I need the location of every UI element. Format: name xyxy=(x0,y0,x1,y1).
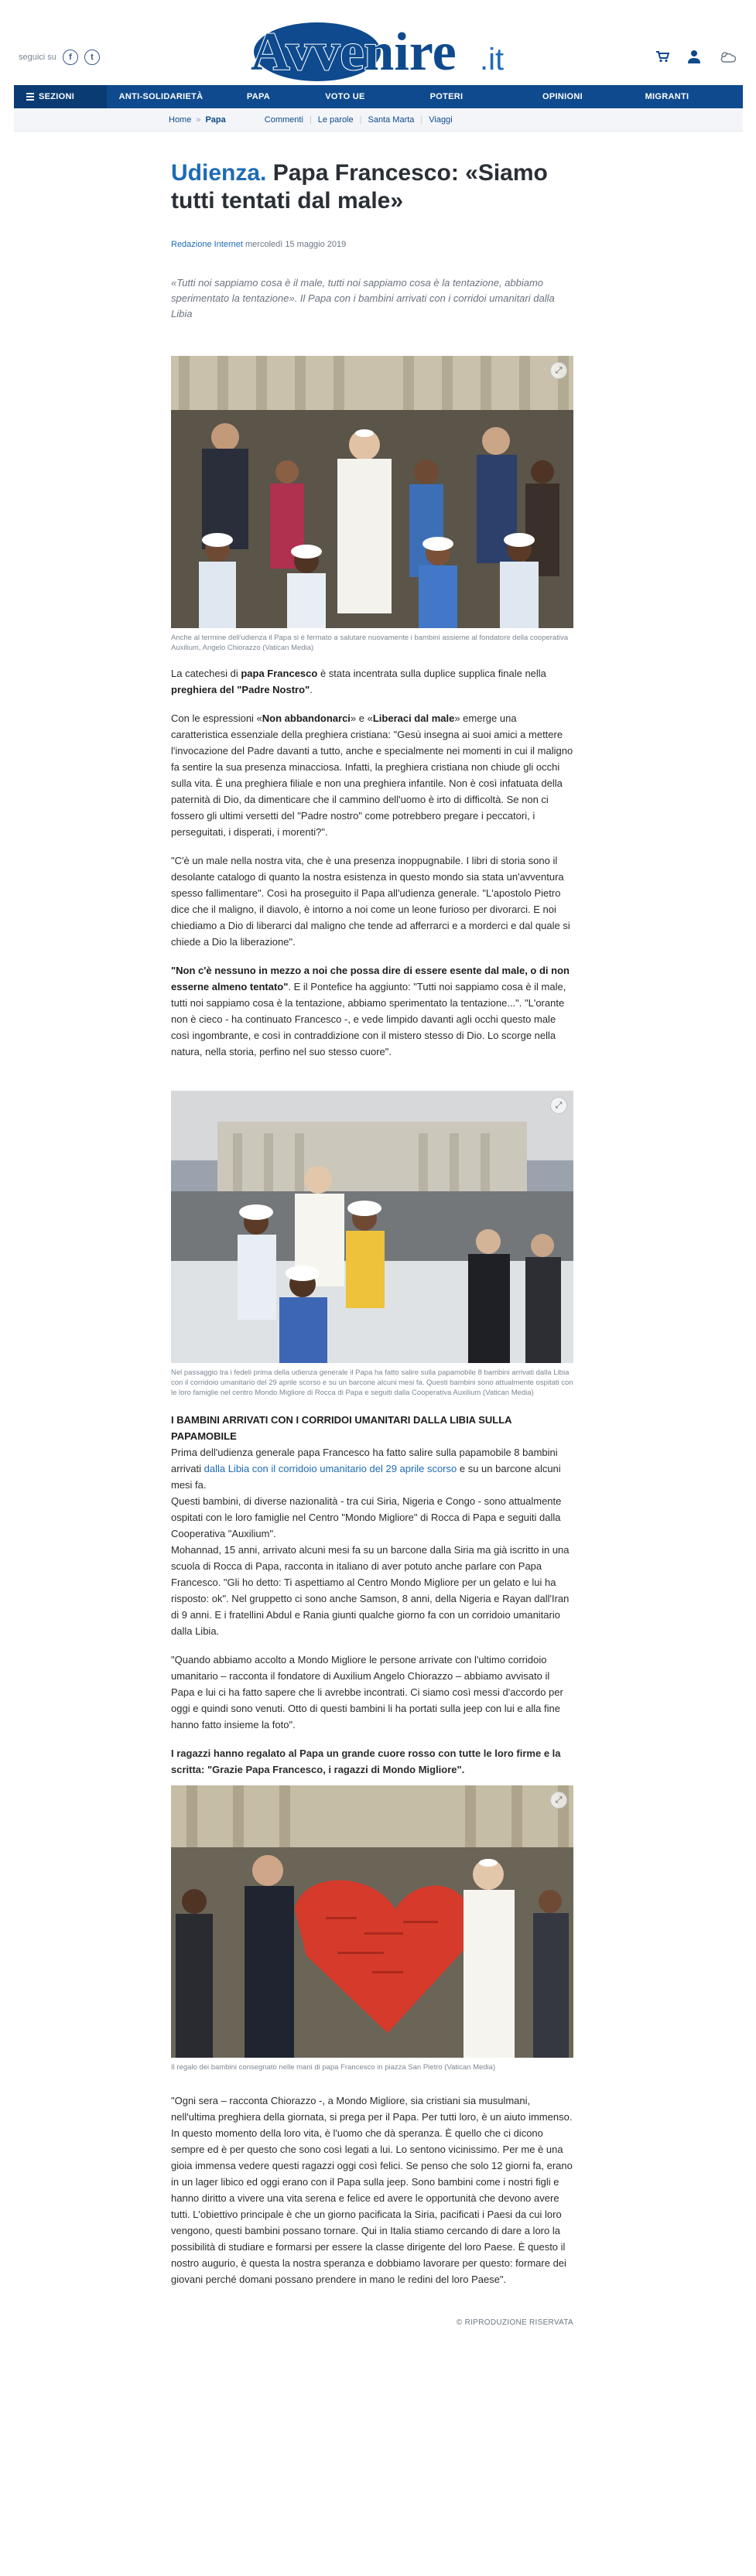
menu-icon xyxy=(26,91,34,102)
zoom-icon[interactable]: ⤢ xyxy=(550,1097,567,1114)
sections-label: SEZIONI xyxy=(39,92,75,101)
page-title xyxy=(171,159,573,215)
logo-wordmark: Avvenire xyxy=(251,22,457,82)
title-text: Papa Francesco: «Siamo tutti tentati dal male» xyxy=(171,160,548,214)
site-header xyxy=(0,0,756,85)
sections-menu-button[interactable] xyxy=(14,85,107,108)
facebook-icon[interactable]: f xyxy=(63,50,78,65)
zoom-icon[interactable]: ⤢ xyxy=(550,1792,567,1809)
article-photo-1[interactable] xyxy=(171,356,573,628)
breadcrumb-separator: » xyxy=(196,114,201,125)
subnav-link-viaggi[interactable]: Viaggi xyxy=(429,114,453,125)
author-link[interactable]: Redazione Internet xyxy=(171,240,243,249)
photo-popemobile-children xyxy=(171,1091,573,1363)
social-follow xyxy=(19,50,100,65)
article-photo-3[interactable] xyxy=(171,1785,573,2058)
photo-caption-1: Anche al termine dell'udienza il Papa si è fermato a salutare nuovamente i bambini assieme al fondatore della cooperativa Auxilium, Angelo Chiorazzo (Vatican Media) xyxy=(171,634,568,652)
main-nav xyxy=(14,85,743,108)
site-logo[interactable] xyxy=(240,9,534,83)
photo-red-heart-gift xyxy=(171,1785,573,2058)
photo-pope-with-children xyxy=(171,356,573,628)
corridoio-link[interactable]: dalla Libia con il corridoio umanitario del 29 aprile scorso xyxy=(204,1463,457,1474)
paragraph-3: "C'è un male nella nostra vita, che è una presenza inoppugnabile. I libri di storia sono il desolante catalogo di quanto la nostra esistenza in questo mondo sia stata un'avventura spesso fallimentare". Così ha proseguito il Papa all'udienza generale. "L'apostolo Pietro dice che il maligno, il diavolo, è intorno a noi come un leone furioso per divorarci. E noi chiediamo a Dio di liberarci dal maligno che tende ad afferrarci e a morderci e dal quale si chiede a Dio la liberazione". xyxy=(171,855,570,948)
nav-item-poteri[interactable]: POTERI xyxy=(429,92,464,101)
publish-date: mercoledì 15 maggio 2019 xyxy=(245,240,347,249)
logo-suffix: .it xyxy=(480,43,505,77)
title-kicker: Udienza. xyxy=(171,160,267,186)
subnav-link-commenti[interactable]: Commenti xyxy=(264,114,303,125)
zoom-icon[interactable]: ⤢ xyxy=(550,362,567,379)
article-summary: «Tutti noi sappiamo cosa è il male, tutti noi sappiamo cosa è la tentazione, abbiamo sperimentato la tentazione». Il Papa con i bambini arrivati con i corridoi umanitari dalla Libia xyxy=(171,277,555,319)
nav-item-voto-ue[interactable]: VOTO UE xyxy=(325,92,365,101)
weather-icon[interactable] xyxy=(719,50,736,63)
paragraph-9: I ragazzi hanno regalato al Papa un grande cuore rosso con tutte le loro firme e la scritta: "Grazie Papa Francesco, i ragazzi di Mondo Migliore". xyxy=(171,1748,561,1775)
breadcrumb-home[interactable]: Home xyxy=(169,114,192,125)
paragraph-2: Con le espressioni «Non abbandonarci» e «Liberaci dal male» emerge una caratteristica essenziale della preghiera cristiana: "Gesù insegna ai suoi amici a mettere l'invocazione del Padre davanti a tutto, anche e specialmente nei momenti in cui il maligno fa sentire la sua presenza minacciosa. Infatti, la preghiera cristiana non chiude gli occhi sulla vita. È una preghiera filiale e non una preghiera infantile. Non è così infatuata della paternità di Dio, da dimenticare che il cammino dell'uomo è irto di difficoltà. Se non ci fossero gli ultimi versetti del "Padre nostro" come potrebbero pregare i peccatori, i perseguitati, i disperati, i morenti?". xyxy=(171,712,573,838)
cart-icon[interactable] xyxy=(655,50,669,63)
section-heading: I BAMBINI ARRIVATI CON I CORRIDOI UMANITARI DALLA LIBIA SULLA PAPAMOBILE xyxy=(171,1414,512,1442)
paragraph-1: La catechesi di papa Francesco è stata incentrata sulla duplice supplica finale nella preghiera del "Padre Nostro". xyxy=(171,668,546,695)
follow-label: seguici su xyxy=(19,53,56,62)
paragraph-6: Questi bambini, di diverse nazionalità - tra cui Siria, Nigeria e Congo - sono attualmente ospitati con le loro famiglie nel Centro "Mondo Migliore" di Rocca di Papa e seguiti dalla Cooperativa "Auxilium". xyxy=(171,1495,562,1539)
breadcrumb: Home » Papa Commenti | Le parole | Santa Marta | Viaggi xyxy=(14,108,743,132)
photo-caption-2: Nel passaggio tra i fedeli prima della udienza generale il Papa ha fatto salire sulla papamobile 8 bambini arrivati dalla Libia con il corridoio umanitario del 29 aprile scorso e su un barcone alcuni mesi fa. Questi bambini sono attualmente ospitati con le loro famiglie nel centro Mondo Migliore di Rocca di Papa e seguiti dalla Cooperativa Auxilium (Vatican Media) xyxy=(171,1368,573,1397)
subnav-link-le-parole[interactable]: Le parole xyxy=(317,114,354,125)
breadcrumb-current[interactable]: Papa xyxy=(205,114,226,125)
logo-mark xyxy=(240,9,534,83)
nav-item-papa[interactable]: PAPA xyxy=(246,92,271,101)
nav-item-anti-solidarieta[interactable]: ANTI-SOLIDARIETÀ xyxy=(118,92,204,101)
paragraph-7: Mohannad, 15 anni, arrivato alcuni mesi fa su un barcone dalla Siria ma già iscritto in una scuola di Rocca di Papa, racconta in italiano di aver potuto anche parlare con Papa Francesco. "Gli ho detto: Ti aspettiamo al Centro Mondo Migliore per un gelato e lui ha risposto: ok". Nel gruppetto ci sono anche Samson, 8 anni, della Nigeria e Rayan dall'Iran di 9 anni. E i fratellini Abdul e Rania giunti qualche giorno fa con un corridoio umanitario dalla Libia. xyxy=(171,1544,570,1637)
article xyxy=(171,132,573,2327)
header-icons xyxy=(655,50,736,63)
byline xyxy=(171,240,573,249)
subnav-link-santa-marta[interactable]: Santa Marta xyxy=(368,114,415,125)
copyright-notice: © RIPRODUZIONE RISERVATA xyxy=(456,2318,573,2327)
twitter-icon[interactable]: t xyxy=(84,50,100,65)
photo-caption-3: Il regalo dei bambini consegnato nelle mani di papa Francesco in piazza San Pietro (Vatican Media) xyxy=(171,2063,496,2072)
nav-item-opinioni[interactable]: OPINIONI xyxy=(542,92,583,101)
article-photo-2[interactable] xyxy=(171,1091,573,1363)
paragraph-8: "Quando abbiamo accolto a Mondo Migliore le persone arrivate con l'ultimo corridoio umanitario – racconta il fondatore di Auxilium Angelo Chiorazzo – abbiamo avvisato il Papa e lui ci ha fatto sapere che li avrebbe incontrati. Ci siamo così messi d'accordo per oggi e quindi sono venuti. Otto di questi bambini li ha portati sulla jeep con lui e alla fine hanno fatto insieme la foto". xyxy=(171,1654,563,1730)
paragraph-4: "Non c'è nessuno in mezzo a noi che possa dire di essere esente dal male, o di non esserne almeno tentato". E il Pontefice ha aggiunto: "Tutti noi sappiamo cosa è il male, tutti noi sappiamo cosa è la tentazione, abbiamo sperimentato la tentazione...". "L'orante non è cieco - ha continuato Francesco -, e vede limpido davanti agli occhi questo male così ingombrante, e così in contraddizione con il mistero stesso di Dio. Lo scorge nella natura, nella storia, perfino nel suo stesso cuore". xyxy=(171,965,570,1057)
paragraph-10: "Ogni sera – racconta Chiorazzo -, a Mondo Migliore, sia cristiani sia musulmani, nell'ultima preghiera della giornata, si prega per il Papa. Per tutti loro, è un aiuto immenso. In questo momento della loro vita, è l'uomo che dà speranza. È quello che ci dicono sempre ed è per questo che sono così legati a lui. Lo sentono vicinissimo. Per me è una gioia immensa vedere questi ragazzi oggi così felici. Se penso che solo 12 giorni fa, erano in un lager libico ed oggi erano con il Papa sulla jeep. Sono bambini come i nostri figli e hanno diritto a vivere una vita serena e felice ed avere le opportunità che devono avere tutti. L'obiettivo principale è che un giorno pacificata la Siria, pacificati i Paesi da cui loro vengono, questi bambini possano tornare. Qui in Italia stiamo cercando di dare a loro la possibilità di studiare e formarsi per essere la classe dirigente del loro Paese. È questo il nostro augurio, è questa la nostra speranza e dobbiamo lavorare per questo: formare dei giovani perché domani possano prendere in mano le redini del loro Paese". xyxy=(171,2095,573,2285)
paragraph-5: Prima dell'udienza generale papa Francesco ha fatto salire sulla papamobile 8 bambini arrivati dalla Libia con il corridoio umanitario del 29 aprile scorso e su un barcone alcuni mesi fa. xyxy=(171,1447,561,1491)
nav-item-migranti[interactable]: MIGRANTI xyxy=(645,92,689,101)
user-icon[interactable] xyxy=(688,50,700,63)
